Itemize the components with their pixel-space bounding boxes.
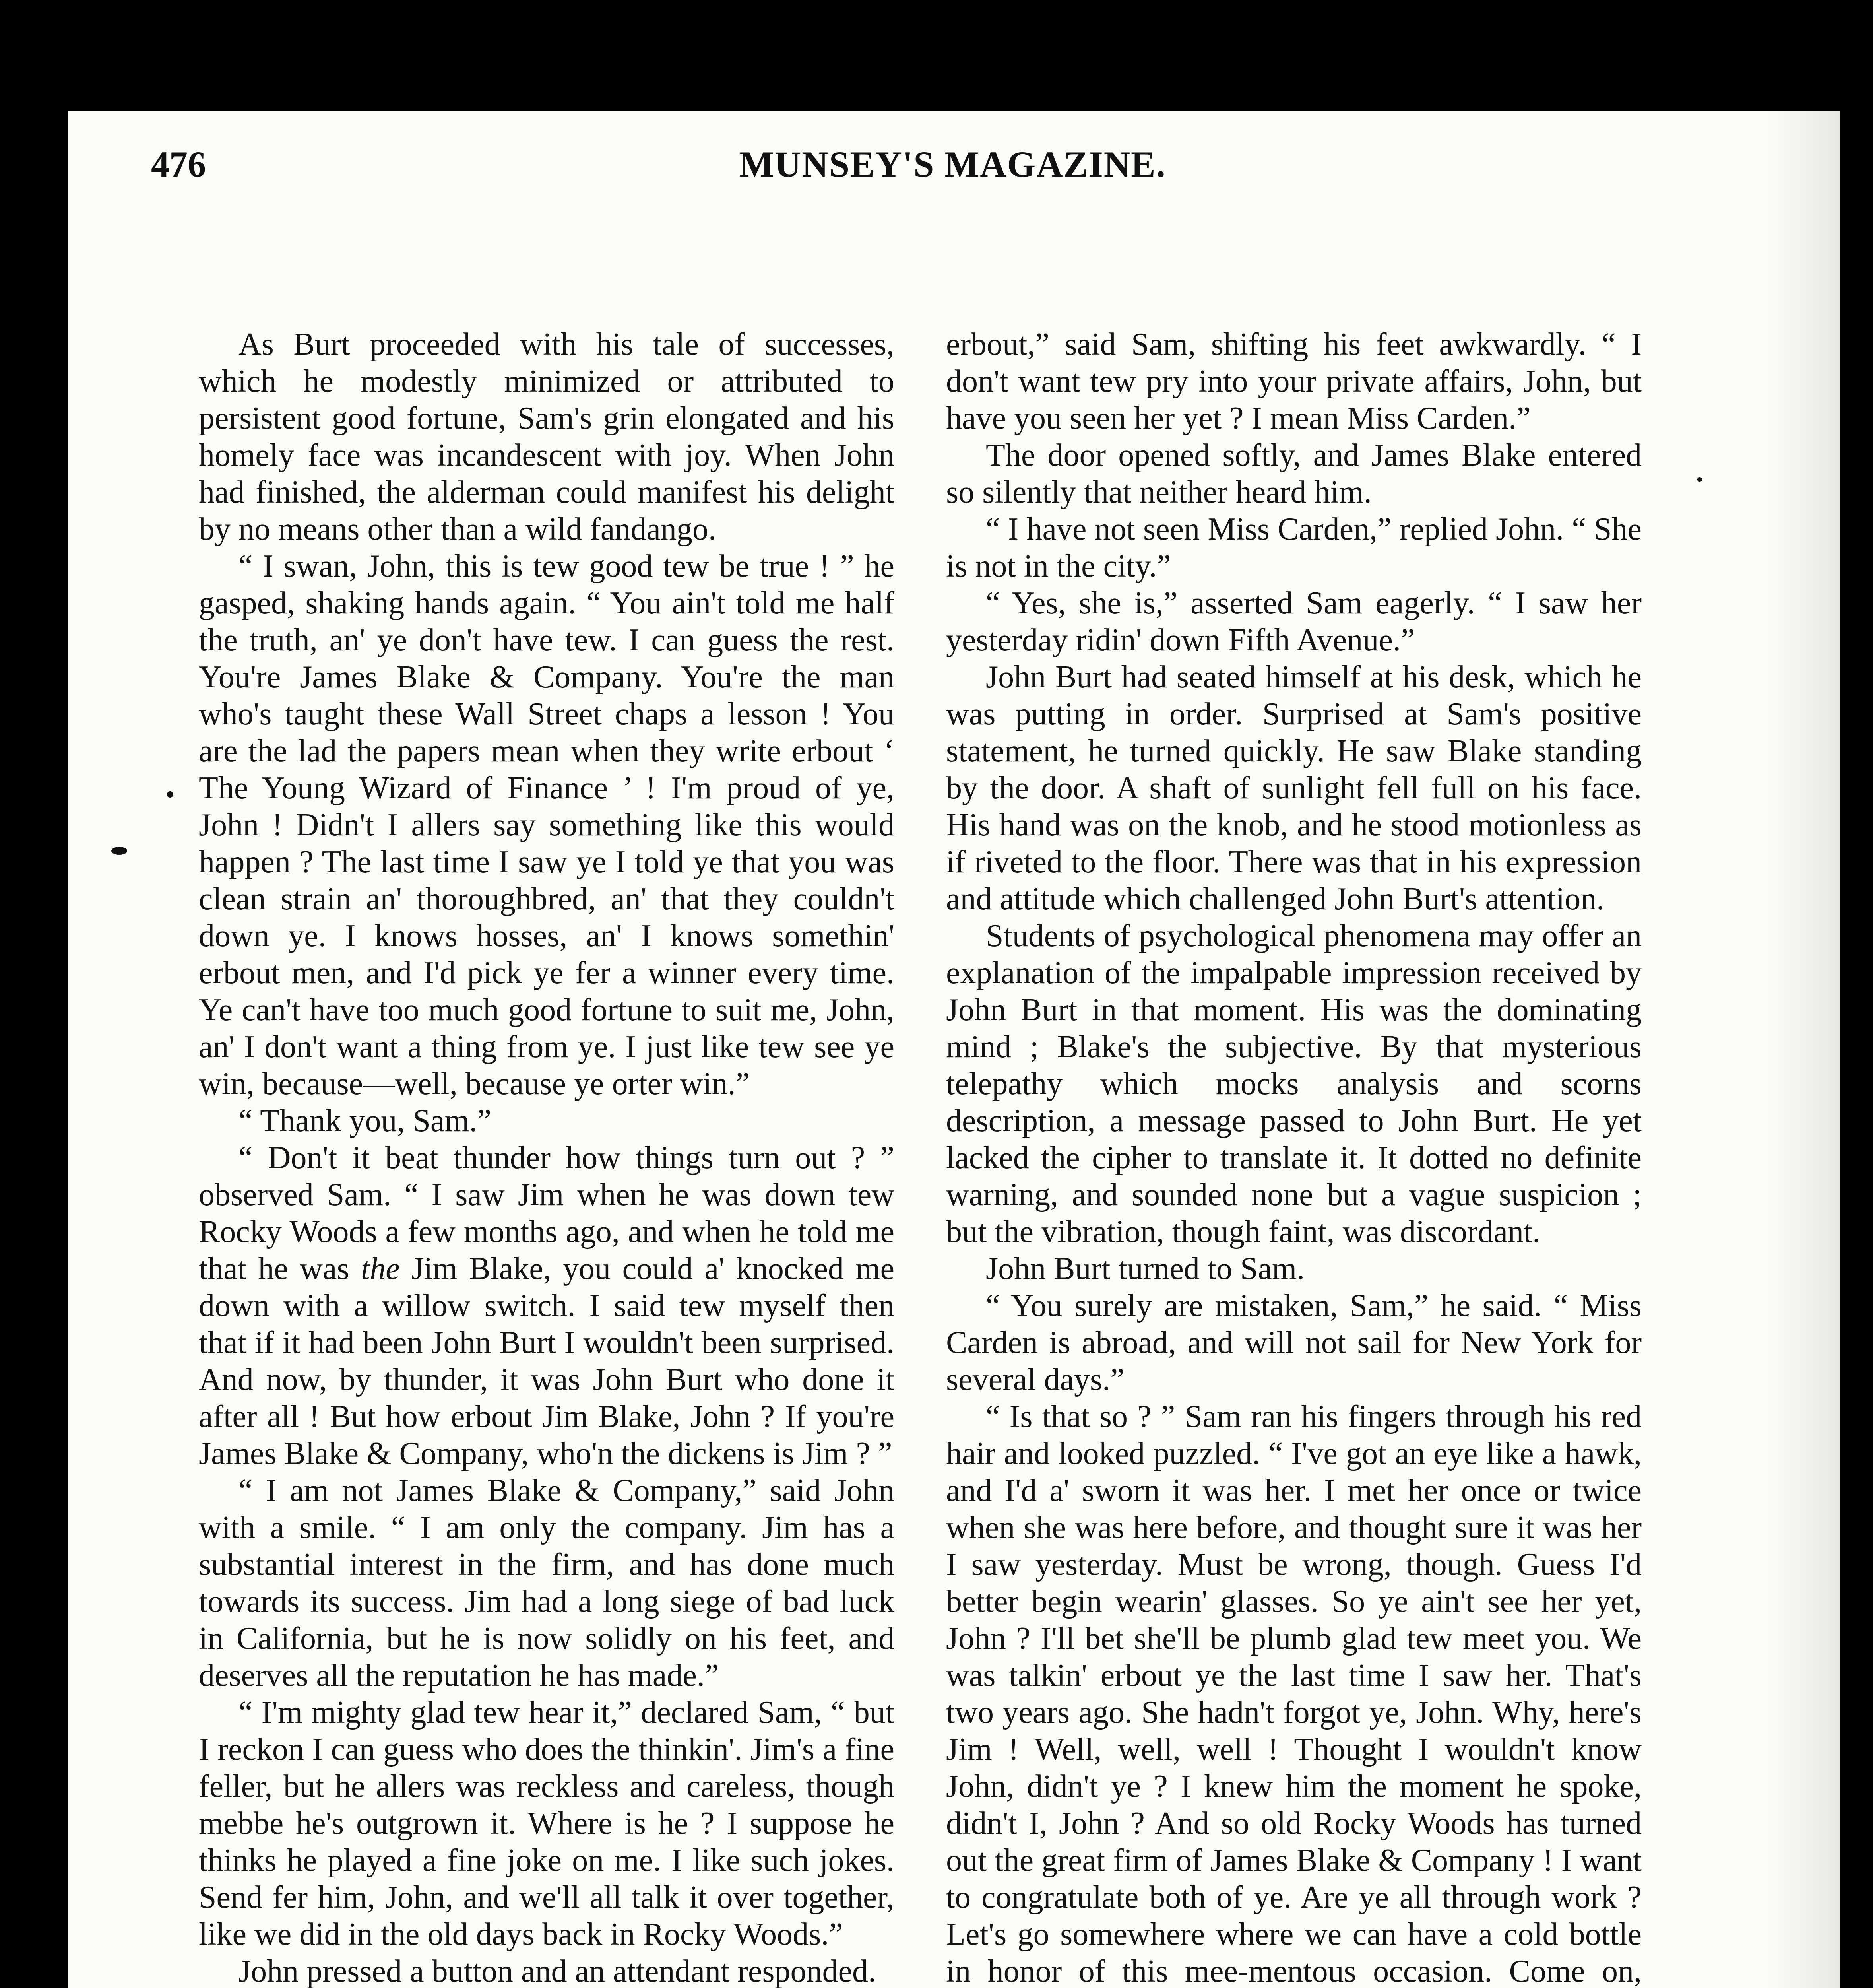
- italic-word: the: [361, 1251, 400, 1286]
- paragraph: John Burt turned to Sam.: [986, 1251, 1305, 1286]
- paragraph-text: “ Don't it beat thunder how things turn out ? ” observed Sam. “ I saw Jim when he was down tew Rocky Woods a few months ago, and when he told me that he was: [199, 1140, 894, 1286]
- paragraph: “ I'm mighty glad tew hear it,” declared Sam, “ but I reckon I can guess who does the thinkin'. Jim's a fine feller, but he allers was reckless and careless, though mebbe he's outgrown it. Where is he ? I suppose he thinks he played a fine joke on me. I like such jokes. Send fer him, John, and we'll all talk it over together, like we did in the old days back in Rocky Woods.”: [199, 1695, 894, 1952]
- page-fold-shadow: [1769, 111, 1840, 1988]
- paragraph: John pressed a button and an attendant responded.: [238, 1954, 876, 1988]
- paragraph: As Burt proceeded with his tale of successes, which he modestly minimized or attributed to persistent good fortune, Sam's grin elongated and his homely face was incandescent with joy. When John had finished, the alderman could manifest his delight by no means other than a wild fandango.: [199, 327, 894, 547]
- paragraph: John Burt had seated himself at his desk, which he was putting in order. Surprised at Sam's positive statement, he turned quickly. He saw Blake standing by the door. A shaft of sunlight fell full on his face. His hand was on the knob, and he stood motionless as if riveted to the floor. There was that in his expression and attitude which challenged John Burt's attention.: [946, 660, 1642, 916]
- magazine-title: MUNSEY'S MAGAZINE.: [739, 144, 1166, 184]
- running-header: [151, 143, 1566, 199]
- paragraph: “ I swan, John, this is tew good tew be true ! ” he gasped, shaking hands again. “ You ain't told me half the truth, an' ye don't have tew. I can guess the rest. You're James Blake & Company. You're the man who's taught these Wall Street chaps a lesson ! You are the lad the papers mean when they write erbout ‘ The Young Wizard of Finance ’ ! I'm proud of ye, John ! Didn't I allers say something like this would happen ? The last time I saw ye I told ye that you was clean strain an' thoroughbred, an' that they couldn't down ye. I knows hosses, an' I knows somethin' erbout men, and I'd pick ye fer a winner every time. Ye can't have too much good fortune to suit me, John, an' I don't want a thing from ye. I just like tew see ye win, because—well, because ye orter win.”: [199, 549, 894, 1101]
- paragraph-text: Jim Blake, you could a' knocked me down with a willow switch. I said tew myself then that if it had been John Burt I wouldn't been surprised. And now, by thunder, it was John Burt who done it after all ! But how erbout Jim Blake, John ? If you're James Blake & Company, who'n the dickens is Jim ? ”: [199, 1251, 895, 1471]
- page-number: 476: [151, 144, 206, 184]
- ink-speck: [167, 791, 173, 798]
- paragraph: “ I am not James Blake & Company,” said John with a smile. “ I am only the company. Jim has a substantial interest in the firm, and has done much towards its success. Jim had a long siege of bad luck in California, but he is now solidly on his feet, and deserves all the reputation he has made.”: [199, 1473, 894, 1693]
- paragraph: “ Is that so ? ” Sam ran his fingers through his red hair and looked puzzled. “ I've got an eye like a hawk, and I'd a' sworn it was her. I met her once or twice when she was here before, and thought sure it was her I saw yesterday. Must be wrong, though. Guess I'd better begin wearin' glasses. So ye ain't see her yet, John ? I'll bet she'll be plumb glad tew meet you. We was talkin' erbout ye the last time I saw her. That's two years ago. She hadn't forgot ye, John. Why, here's Jim ! Well, well, well ! Thought I wouldn't know John, didn't ye ? I knew him the moment he spoke, didn't I, John ? And so old Rocky Woods has turned out the great firm of James Blake & Company ! I want to congratulate both of ye. Are ye all through work ? Let's go somewhere where we can have a cold bottle in honor of this mee-mentous occasion. Come on,: [946, 1399, 1642, 1988]
- paragraph: “ Yes, she is,” asserted Sam eagerly. “ I saw her yesterday ridin' down Fifth Avenue.”: [946, 586, 1642, 658]
- ink-speck: [111, 847, 127, 855]
- paragraph-continued: erbout,” said Sam, shifting his feet awkwardly. “ I don't want tew pry into your private affairs, John, but have you seen her yet ? I mean Miss Carden.”: [946, 327, 1642, 436]
- paragraph: Students of psychological phenomena may offer an explanation of the impalpable impression received by John Burt in that moment. His was the dominating mind ; Blake's the subjective. By that mysterious telepathy which mocks analysis and scorns description, a message passed to John Burt. He yet lacked the cipher to translate it. It dotted no definite warning, and sounded none but a vague suspicion ; but the vibration, though faint, was discordant.: [946, 918, 1642, 1249]
- right-column: [946, 326, 1642, 1988]
- left-column: [199, 326, 894, 1988]
- paragraph: “ I have not seen Miss Carden,” replied John. “ She is not in the city.”: [946, 512, 1642, 584]
- ink-speck: [1697, 477, 1702, 482]
- paragraph: The door opened softly, and James Blake entered so silently that neither heard him.: [946, 438, 1642, 510]
- paragraph-with-italic: [199, 1140, 894, 1472]
- paragraph: “ You surely are mistaken, Sam,” he said. “ Miss Carden is abroad, and will not sail for New York for several days.”: [946, 1288, 1642, 1397]
- paragraph: “ Thank you, Sam.”: [238, 1103, 492, 1138]
